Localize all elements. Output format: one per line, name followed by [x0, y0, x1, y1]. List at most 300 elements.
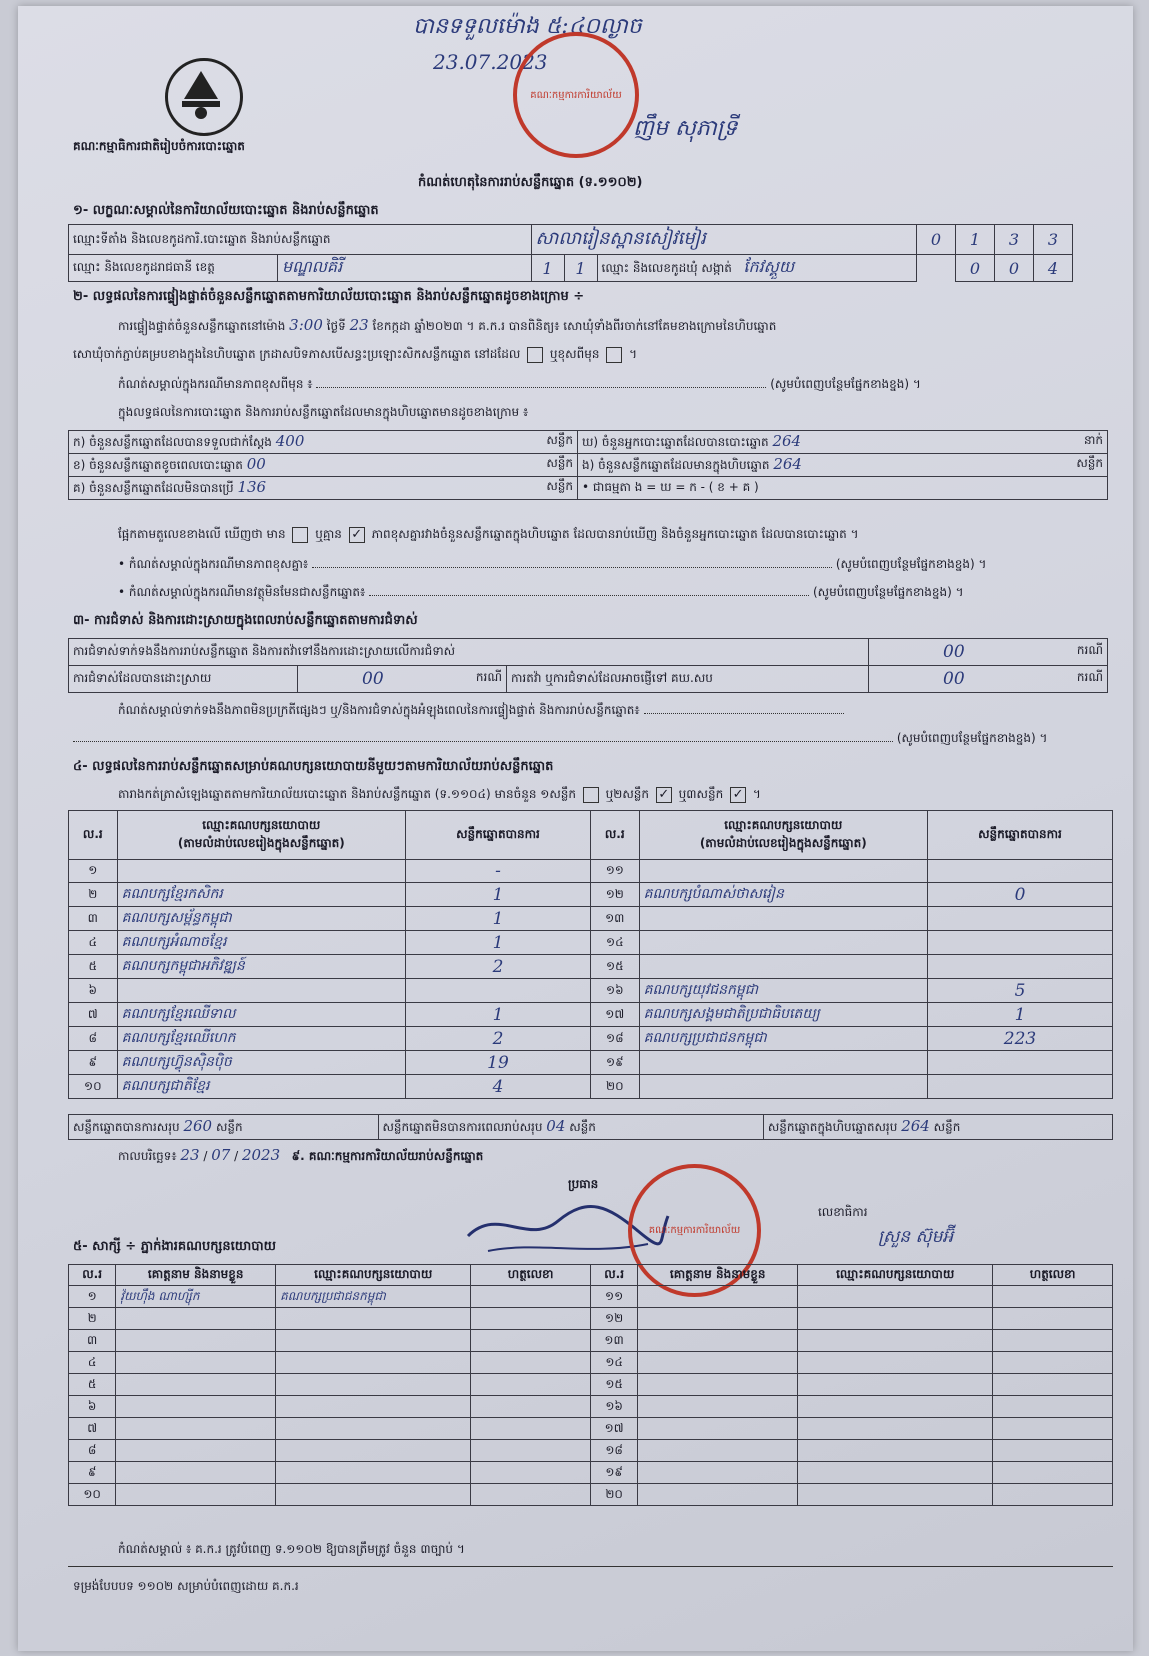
- party-row: [69, 955, 1113, 979]
- col-party-sub: (តាមលំដាប់លេខរៀងក្នុងសន្លឹកឆ្នោត): [177, 836, 345, 850]
- resolved-label: ការជំទាស់ដែលបានដោះស្រាយ: [69, 666, 298, 693]
- party-row: [69, 931, 1113, 955]
- total-invalid: 04: [546, 1117, 566, 1135]
- total-box: 264: [901, 1117, 930, 1135]
- tally-text: តារាងកត់ត្រាសំឡេងឆ្នោតតាមការិយាល័យបោះឆ្នោត និងរាប់សន្លឹកឆ្នោត (ទ.១១០៤) មានចំនួន ១សន្លឹក: [118, 787, 576, 801]
- formula-cell: • ជាធម្មតា ង = ឃ = ក - ( ខ + គ ): [578, 477, 1108, 500]
- note-line: [118, 376, 1068, 394]
- total-valid-label: សន្លឹកឆ្នោតបានការសរុប: [73, 1120, 180, 1134]
- row-no: ១៧: [590, 1418, 637, 1440]
- party-name: គណបក្សសម្ព័ន្ធកម្ពុជា: [117, 907, 405, 931]
- witness-party: [798, 1396, 993, 1418]
- witness-signature: [471, 1330, 591, 1352]
- row-no: ៣: [69, 1330, 116, 1352]
- witness-party: [798, 1484, 993, 1506]
- tally-sheet-line: តារាងកត់ត្រាសំឡេងឆ្នោតតាមការិយាល័យបោះឆ្នោត និងរាប់សន្លឹកឆ្នោត (ទ.១១០៤) មានចំនួន ១សន្លឹក ឬ២សន្លឹក ✓ ឬ៣សន្លឹក ✓ ។: [118, 786, 761, 802]
- vote-count: [927, 955, 1112, 979]
- compare-text: ផ្អែកតាមតួលេខខាងលើ ឃើញថា មាន: [118, 527, 286, 541]
- count-value: 136: [237, 478, 267, 496]
- party-name: [117, 860, 405, 883]
- vote-count: 223: [927, 1027, 1112, 1051]
- witness-row: [69, 1396, 1113, 1418]
- witness-row: [69, 1374, 1113, 1396]
- witness-party: [276, 1440, 471, 1462]
- witness-row: [69, 1308, 1113, 1330]
- official-seal-top: [513, 32, 639, 158]
- party-name: គណបក្សជាតិខ្មែរ: [117, 1075, 405, 1099]
- row-no: ១៣: [590, 907, 639, 931]
- witness-signature: [471, 1484, 591, 1506]
- compare-text: ឬគ្មាន: [315, 527, 342, 541]
- date-year: 2023: [241, 1146, 281, 1164]
- col-name: គោត្តនាម និងនាមខ្លួន: [116, 1265, 276, 1286]
- unit: សន្លឹក: [933, 1120, 961, 1134]
- row-no: ១៣: [590, 1330, 637, 1352]
- witness-name: [116, 1484, 276, 1506]
- tally-text: ឬ៣សន្លឹក: [678, 787, 724, 801]
- witness-party: [798, 1440, 993, 1462]
- count-label: ង) ចំនួនសន្លឹកឆ្នោតដែលមានក្នុងហិបឆ្នោត: [582, 458, 770, 472]
- total-box-cell: [763, 1115, 1112, 1140]
- witness-name: [638, 1396, 798, 1418]
- bullet-note-2: [118, 584, 1068, 602]
- witness-signature: [471, 1396, 591, 1418]
- vote-count: 1: [405, 883, 590, 907]
- unit: សន្លឹក: [569, 1120, 596, 1134]
- count-label: ខ) ចំនួនសន្លឹកឆ្នោតខូចពេលបោះឆ្នោត: [73, 458, 243, 472]
- count-value: 00: [246, 455, 266, 473]
- col-party: ឈ្មោះគណបក្សនយោបាយ: [798, 1265, 993, 1286]
- row-no: ១៦: [590, 1396, 637, 1418]
- total-valid: 260: [183, 1117, 213, 1135]
- party-name: [639, 860, 927, 883]
- col-no: ល.រ: [69, 811, 118, 860]
- row-no: ៤: [69, 1352, 116, 1374]
- row-no: ១៦: [590, 979, 639, 1003]
- party-results-table: [68, 810, 1113, 1099]
- witness-row: [69, 1462, 1113, 1484]
- witness-party: [276, 1484, 471, 1506]
- location-code-digit: 0: [917, 225, 956, 255]
- vote-count: [927, 931, 1112, 955]
- party-name: គណបក្សខ្មែរឈើទាល: [117, 1003, 405, 1027]
- complaint-value: 00: [943, 642, 965, 662]
- vote-count: [927, 907, 1112, 931]
- witness-name: [116, 1440, 276, 1462]
- witness-name: [638, 1440, 798, 1462]
- witness-signature: [471, 1440, 591, 1462]
- witness-name: [116, 1418, 276, 1440]
- verify-time: 3:00: [289, 316, 323, 334]
- witness-signature: [993, 1462, 1113, 1484]
- location-code-digit: 3: [1034, 225, 1073, 255]
- two-sheets-checkbox[interactable]: ✓: [656, 787, 672, 803]
- date-month: 07: [211, 1146, 231, 1164]
- unit: ករណី: [1076, 643, 1103, 657]
- note-label: កំណត់សម្គាល់ក្នុងករណីមានភាពខុសពីមុន ៖: [118, 377, 313, 391]
- location-code-digit: 3: [995, 225, 1034, 255]
- row-no: ១២: [590, 1308, 637, 1330]
- totals-table: [68, 1114, 1113, 1140]
- witness-signature: [471, 1286, 591, 1308]
- witness-party: [798, 1462, 993, 1484]
- witness-row: [69, 1352, 1113, 1374]
- no-difference-checkbox[interactable]: ✓: [349, 527, 365, 543]
- count-value: 264: [772, 432, 802, 450]
- count-cell: [578, 454, 1108, 477]
- secretary-name: ស្រួន ស៊ុមអ៊ី: [878, 1227, 954, 1247]
- para-text: ឬខុសពីមុន: [549, 347, 600, 361]
- row-no: ១៥: [590, 1374, 637, 1396]
- count-label: ក) ចំនួនសន្លឹកឆ្នោតដែលបានទទួលជាក់ស្តែង: [73, 435, 272, 449]
- col-votes: សន្លឹកឆ្នោតបានការ: [405, 811, 590, 860]
- col-no: ល.រ: [590, 811, 639, 860]
- count-cell: [69, 454, 578, 477]
- col-no: ល.រ: [590, 1265, 637, 1286]
- witness-party: [798, 1352, 993, 1374]
- witness-signature: [471, 1462, 591, 1484]
- count-label: គ) ចំនួនសន្លឹកឆ្នោតដែលមិនបានប្រើ: [73, 481, 234, 495]
- compare-line: [118, 526, 1108, 544]
- chair-label: ប្រធាន: [568, 1177, 599, 1191]
- verify-day: 23: [349, 316, 369, 334]
- row-no: ១៥: [590, 955, 639, 979]
- row-no: ៦: [69, 979, 118, 1003]
- row-no: ១០: [69, 1075, 118, 1099]
- witness-name: វ៉ុយហ៊ឹង ណាហ្ស៊ីក: [116, 1286, 276, 1308]
- complaint-table: [68, 638, 1108, 693]
- row-no: ២០: [590, 1075, 639, 1099]
- seal-text: គណៈកម្មការការិយាល័យ: [530, 89, 622, 101]
- witness-signature: [993, 1396, 1113, 1418]
- witness-party: [276, 1418, 471, 1440]
- unit: ករណី: [475, 670, 502, 684]
- location-label: ឈ្មោះទីតាំង និងលេខកូដការិ.បោះឆ្នោត និងរាប់សន្លឹកឆ្នោត: [69, 225, 532, 255]
- col-no: ល.រ: [69, 1265, 116, 1286]
- row-no: ១៤: [590, 931, 639, 955]
- witness-party: [276, 1330, 471, 1352]
- col-party: [639, 811, 927, 860]
- witness-party: [798, 1330, 993, 1352]
- note-label: កំណត់សម្គាល់ទាក់ទងនឹងភាពមិនប្រក្រតីផ្សេងៗ ឬ/និងការជំទាស់ក្នុងអំឡុងពេលនៃការផ្ទៀងផ្ទាត់ និងការរាប់សន្លឹកឆ្នោត៖: [118, 703, 640, 717]
- witness-party: [276, 1308, 471, 1330]
- nec-logo: [165, 58, 243, 136]
- witness-name: [638, 1286, 798, 1308]
- row-no: ៨: [69, 1027, 118, 1051]
- witness-name: [638, 1462, 798, 1484]
- complaint-value-cell: [869, 639, 1108, 666]
- temple-icon: [168, 61, 234, 127]
- vote-count: 2: [405, 955, 590, 979]
- count-label: ឃ) ចំនួនអ្នកបោះឆ្នោតដែលបានបោះឆ្នោត: [582, 435, 769, 449]
- commune-code-digit: 0: [956, 255, 995, 282]
- handwritten-name: ញឹម សុភាទ្រី: [633, 116, 738, 141]
- party-name: គណបក្សប្រជាជនកម្ពុជា: [639, 1027, 927, 1051]
- compare-text: ភាពខុសគ្នារវាងចំនួនសន្លឹកឆ្នោតក្នុងហិបឆ្នោត ដែលបានរាប់ឃើញ និងចំនួនអ្នកបោះឆ្នោត ដែលបានបោះឆ្នោត ។: [371, 527, 859, 541]
- row-no: ៥: [69, 1374, 116, 1396]
- witness-signature: [993, 1374, 1113, 1396]
- witness-row: [69, 1418, 1113, 1440]
- witness-party: [276, 1462, 471, 1484]
- vote-count: [405, 979, 590, 1003]
- vote-count: 1: [405, 1003, 590, 1027]
- verify-paragraph: [118, 316, 1058, 336]
- witness-party: [798, 1286, 993, 1308]
- witness-signature: [993, 1352, 1113, 1374]
- col-name: គោត្តនាម និងនាមខ្លួន: [638, 1265, 798, 1286]
- section1-heading: ១- លក្ខណៈសម្គាល់នៃការិយាល័យបោះឆ្នោត និងរាប់សន្លឹកឆ្នោត: [73, 203, 379, 218]
- witness-name: [638, 1308, 798, 1330]
- vote-count: 19: [405, 1051, 590, 1075]
- party-row: [69, 883, 1113, 907]
- forwarded-value: 00: [943, 669, 965, 689]
- witness-party: [798, 1418, 993, 1440]
- vote-count: -: [405, 860, 590, 883]
- province-label: ឈ្មោះ និងលេខកូដរាជធានី ខេត្ត: [69, 255, 278, 282]
- fill-note: (សូមបំពេញបន្ថែមផ្នែកខាងខ្នង) ។: [896, 731, 1048, 745]
- para-text: ការផ្ទៀងផ្ទាត់ចំនួនសន្លឹកឆ្នោតនៅម៉ោង: [118, 319, 286, 333]
- party-name: [639, 1051, 927, 1075]
- party-row: [69, 1051, 1113, 1075]
- vote-count: [927, 860, 1112, 883]
- vote-count: 1: [927, 1003, 1112, 1027]
- row-no: ១៤: [590, 1352, 637, 1374]
- witness-row: [69, 1286, 1113, 1308]
- party-name: គណបក្សបំណាស់ថាសរៀន: [639, 883, 927, 907]
- vote-count: [927, 1051, 1112, 1075]
- count-cell: [578, 431, 1108, 454]
- row-no: ១១: [590, 1286, 637, 1308]
- vote-count: 1: [405, 931, 590, 955]
- row-no: ១០: [69, 1484, 116, 1506]
- commune-label: ឈ្មោះ និងលេខកូដឃុំ សង្កាត់: [601, 261, 732, 275]
- secretary-label: លេខាធិការ: [818, 1205, 868, 1219]
- party-row: [69, 1075, 1113, 1099]
- one-sheet-checkbox[interactable]: [583, 787, 599, 803]
- location-value: សាលារៀនស្ពានសៀវមៀរ: [531, 225, 916, 255]
- witness-name: [116, 1352, 276, 1374]
- date-line: កាលបរិច្ឆេទ៖ 23 / 07 / 2023 ៩. គណៈកម្មការការិយាល័យរាប់សន្លឹកឆ្នោត: [118, 1146, 484, 1164]
- count-unit: សន្លឹក: [546, 479, 573, 493]
- party-rows: [69, 860, 1113, 1099]
- para-text: ខែកក្កដា ឆ្នាំ២០២៣ ។ គ.ក.រ បានពិនិត្យ៖ សោឃុំទាំងពីរចាក់នៅគែមខាងក្រោមនៃហិបឆ្នោត: [372, 319, 777, 333]
- witness-party: គណបក្សប្រជាជនកម្ពុជា: [276, 1286, 471, 1308]
- witness-row: [69, 1440, 1113, 1462]
- section2-heading: ២- លទ្ធផលនៃការផ្ទៀងផ្ទាត់ចំនួនសន្លឹកឆ្នោតតាមការិយាល័យបោះឆ្នោត និងរាប់សន្លឹកឆ្នោតដូចខាងក្រោម ÷: [73, 289, 585, 304]
- complaint-label: ការជំទាស់ទាក់ទងនឹងការរាប់សន្លឹកឆ្នោត និងការតវ៉ាទៅនឹងការដោះស្រាយលើការជំទាស់: [69, 639, 869, 666]
- commune-code-digit: 0: [995, 255, 1034, 282]
- row-no: ២: [69, 883, 118, 907]
- witness-name: [638, 1330, 798, 1352]
- form-footer: ទម្រង់បែបបទ ១១០២ សម្រាប់បំពេញដោយ គ.ក.រ: [73, 1579, 299, 1593]
- section5-heading: ៥- សាក្សី ÷ ភ្នាក់ងារគណបក្សនយោបាយ: [73, 1239, 276, 1254]
- party-name: គណបក្សអំណាចខ្មែរ: [117, 931, 405, 955]
- vote-count: 4: [405, 1075, 590, 1099]
- row-no: ១៨: [590, 1440, 637, 1462]
- witness-signature: [471, 1418, 591, 1440]
- row-no: ៩: [69, 1462, 116, 1484]
- witness-signature: [993, 1484, 1113, 1506]
- party-name: គណបក្សសង្គមជាតិប្រជាធិបតេយ្យ: [639, 1003, 927, 1027]
- vote-count: 1: [405, 907, 590, 931]
- witness-name: [638, 1352, 798, 1374]
- bullet-label: • កំណត់សម្គាល់ក្នុងករណីមានភាពខុសគ្នា៖: [118, 557, 309, 571]
- col-sign: ហត្ថលេខា: [471, 1265, 591, 1286]
- row-no: ១៩: [590, 1051, 639, 1075]
- party-name: គណបក្សខ្មែរកសិករ: [117, 883, 405, 907]
- province-code-digit: 1: [531, 255, 564, 282]
- fill-note: (សូមបំពេញបន្ថែមផ្នែកខាងខ្នង) ។: [770, 377, 921, 391]
- witness-row: [69, 1330, 1113, 1352]
- col-party-sub: (តាមលំដាប់លេខរៀងក្នុងសន្លឹកឆ្នោត): [699, 836, 867, 850]
- committee-label: ៩. គណៈកម្មការការិយាល័យរាប់សន្លឹកឆ្នោត: [291, 1149, 484, 1163]
- party-name: [117, 979, 405, 1003]
- party-row: [69, 860, 1113, 883]
- fill-note: (សូមបំពេញបន្ថែមផ្នែកខាងខ្នង) ។: [835, 557, 987, 571]
- row-no: ៧: [69, 1418, 116, 1440]
- party-name: គណបក្សកម្ពុជាអភិវឌ្ឍន៍: [117, 955, 405, 979]
- location-code-digit: 1: [956, 225, 995, 255]
- witness-signature: [993, 1286, 1113, 1308]
- witness-signature: [993, 1330, 1113, 1352]
- three-sheets-checkbox[interactable]: ✓: [730, 787, 746, 803]
- note-dots: [312, 567, 832, 568]
- note-dots: [316, 387, 766, 388]
- row-no: ១៧: [590, 1003, 639, 1027]
- party-row: [69, 1027, 1113, 1051]
- party-row: [69, 1003, 1113, 1027]
- total-invalid-cell: [378, 1115, 763, 1140]
- count-unit: នាក់: [1083, 433, 1103, 447]
- witness-name: [116, 1462, 276, 1484]
- commune-label-cell: [597, 255, 916, 282]
- row-no: ៨: [69, 1440, 116, 1462]
- party-row: [69, 907, 1113, 931]
- verify-intro: ក្នុងលទ្ធផលនៃការបោះឆ្នោត និងការរាប់សន្លឹកឆ្នោតដែលមានក្នុងហិបឆ្នោតមានដូចខាងក្រោម ៖: [118, 405, 529, 419]
- complaint-note-2: [73, 730, 1108, 748]
- has-difference-checkbox[interactable]: [292, 527, 308, 543]
- witness-party: [276, 1396, 471, 1418]
- unit: សន្លឹក: [215, 1120, 243, 1134]
- row-no: ១: [69, 1286, 116, 1308]
- row-no: ៤: [69, 931, 118, 955]
- witness-signature: [471, 1374, 591, 1396]
- col-party-title: ឈ្មោះគណបក្សនយោបាយ: [202, 818, 321, 832]
- commune-code-digit: 4: [1034, 255, 1073, 282]
- witness-signature: [993, 1418, 1113, 1440]
- witness-name: [638, 1484, 798, 1506]
- ballot-count-table: [68, 430, 1108, 500]
- witness-name: [638, 1374, 798, 1396]
- resolved-value: 00: [362, 669, 384, 689]
- section4-heading: ៤- លទ្ធផលនៃការរាប់សន្លឹកឆ្នោតសម្រាប់គណបក្សនយោបាយនីមួយៗតាមការិយាល័យរាប់សន្លឹកឆ្នោត: [73, 759, 554, 774]
- party-name: គណបក្សខ្មែរឈើហេក: [117, 1027, 405, 1051]
- resolved-value-cell: [298, 666, 507, 693]
- col-votes: សន្លឹកឆ្នោតបានការ: [927, 811, 1112, 860]
- note-dots: [644, 713, 844, 714]
- complaint-note: [118, 702, 1108, 720]
- unit: ករណី: [1076, 670, 1103, 684]
- witness-signature: [471, 1308, 591, 1330]
- vote-count: 0: [927, 883, 1112, 907]
- section3-heading: ៣- ការជំទាស់ និងការដោះស្រាយក្នុងពេលរាប់សន្លឹកឆ្នោតតាមការជំទាស់: [73, 613, 418, 628]
- date-day: 23: [180, 1146, 200, 1164]
- party-row: [69, 979, 1113, 1003]
- witness-party: [798, 1308, 993, 1330]
- party-name: [639, 955, 927, 979]
- witness-name: [116, 1374, 276, 1396]
- witness-row: [69, 1484, 1113, 1506]
- row-no: ១២: [590, 883, 639, 907]
- footer-divider: [68, 1566, 1113, 1567]
- note-dots: [73, 741, 893, 742]
- form-title: កំណត់ហេតុនៃការរាប់សន្លឹកឆ្នោត (ទ.១១០២): [418, 175, 643, 190]
- party-name: គណបក្សហ៊្វុនស៊ិនប៉ិច: [117, 1051, 405, 1075]
- total-valid-cell: [69, 1115, 379, 1140]
- witness-table: [68, 1264, 1113, 1506]
- total-box-label: សន្លឹកឆ្នោតក្នុងហិបឆ្នោតសរុប: [767, 1120, 898, 1134]
- date-label: កាលបរិច្ឆេទ៖: [118, 1149, 177, 1163]
- total-invalid-label: សន្លឹកឆ្នោតមិនបានការពេលរាប់សរុប: [382, 1120, 543, 1134]
- handwritten-date: 23.07.2023: [433, 50, 548, 74]
- row-no: ៦: [69, 1396, 116, 1418]
- province-value: មណ្ឌលគិរី: [278, 255, 532, 282]
- party-name: [639, 1075, 927, 1099]
- witness-name: [638, 1418, 798, 1440]
- col-party-title: ឈ្មោះគណបក្សនយោបាយ: [724, 818, 843, 832]
- forwarded-label: ការតវ៉ា ឬការជំទាស់ដែលអាចផ្ញើទៅ គឃ.សប: [507, 666, 869, 693]
- different-checkbox[interactable]: [606, 347, 622, 363]
- same-checkbox[interactable]: [527, 347, 543, 363]
- witness-party: [276, 1374, 471, 1396]
- commune-value: កែវស្គួយ: [743, 257, 795, 276]
- witness-name: [116, 1330, 276, 1352]
- witness-note: កំណត់សម្គាល់ ៖ គ.ក.រ ត្រូវបំពេញ ទ.១១០២ ឱ្យបានត្រឹមត្រូវ ចំនួន ៣ច្បាប់ ។: [118, 1542, 465, 1556]
- witness-name: [116, 1396, 276, 1418]
- count-unit: សន្លឹក: [546, 433, 573, 447]
- row-no: ២០: [590, 1484, 637, 1506]
- vote-count: [927, 1075, 1112, 1099]
- row-no: ៧: [69, 1003, 118, 1027]
- location-table: [68, 224, 1073, 282]
- fill-note: (សូមបំពេញបន្ថែមផ្នែកខាងខ្នង) ។: [812, 585, 964, 599]
- party-name: គណបក្សយុវជនកម្ពុជា: [639, 979, 927, 1003]
- party-name: [639, 907, 927, 931]
- witness-signature: [993, 1308, 1113, 1330]
- para-text: សោឃុំចាក់ភ្ជាប់គម្របខាងក្នុងនៃហិបឆ្នោត ក្រដាសបិទភាសបើសន្ធះប្រឡោះសិកសន្លឹកឆ្នោត នៅដដែល: [73, 347, 521, 361]
- count-unit: សន្លឹក: [1076, 456, 1103, 470]
- count-cell: [69, 431, 578, 454]
- col-party: ឈ្មោះគណបក្សនយោបាយ: [276, 1265, 471, 1286]
- count-unit: សន្លឹក: [546, 456, 573, 470]
- org-name: គណៈកម្មាធិការជាតិរៀបចំការបោះឆ្នោត: [73, 139, 245, 153]
- seal-text: គណៈកម្មការការិយាល័យ: [648, 1225, 741, 1236]
- row-no: ១៩: [590, 1462, 637, 1484]
- col-party: [117, 811, 405, 860]
- document-page: [18, 6, 1133, 1651]
- row-no: ៥: [69, 955, 118, 979]
- row-no: ១៨: [590, 1027, 639, 1051]
- bullet-label: • កំណត់សម្គាល់ក្នុងករណីមានវត្ថុមិនមែនជាសន្លឹកឆ្នោត៖: [118, 585, 366, 599]
- row-no: ២: [69, 1308, 116, 1330]
- empty-cell: [917, 255, 956, 282]
- witness-signature: [993, 1440, 1113, 1462]
- row-no: ១១: [590, 860, 639, 883]
- witness-signature: [471, 1352, 591, 1374]
- count-cell: [69, 477, 578, 500]
- col-sign: ហត្ថលេខា: [993, 1265, 1113, 1286]
- row-no: ៣: [69, 907, 118, 931]
